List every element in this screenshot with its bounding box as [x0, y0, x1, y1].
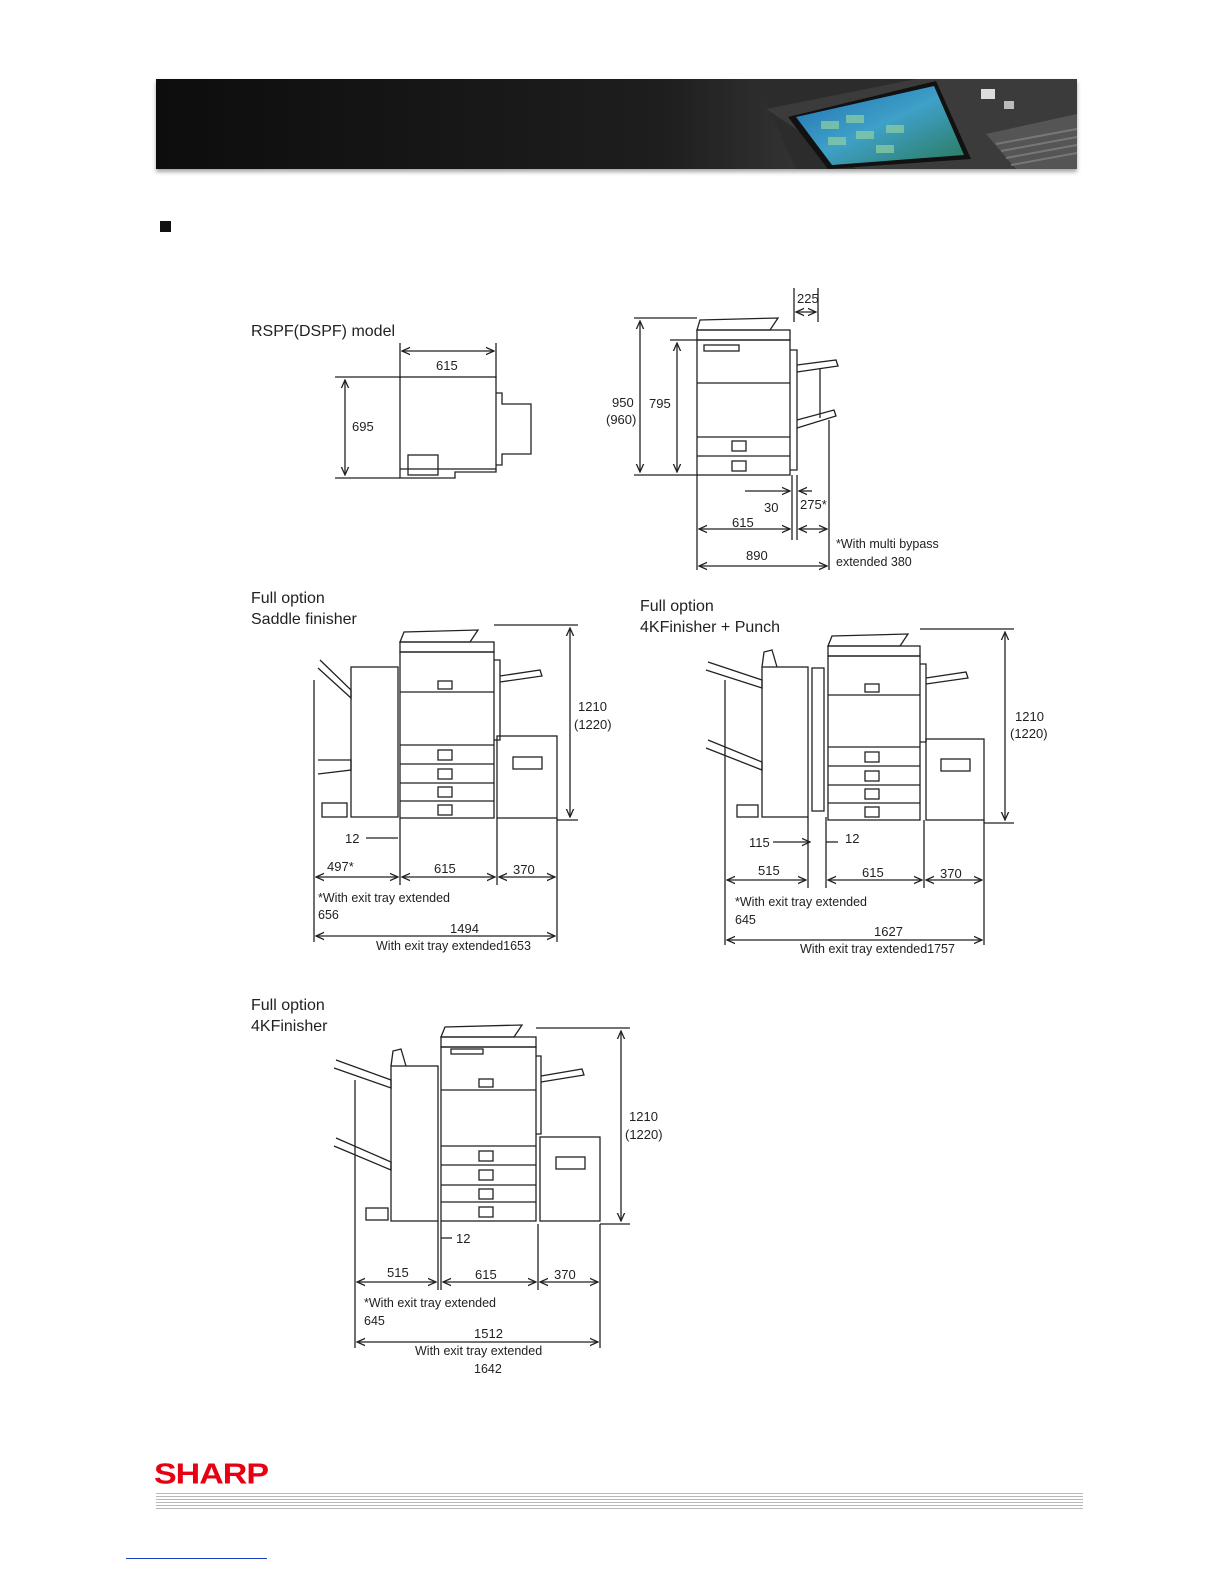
saddle-finisher-width: 497*	[327, 859, 354, 874]
fourk-title-1: Full option	[251, 997, 325, 1014]
punch-body-width: 615	[862, 865, 884, 880]
punch-gap: 12	[845, 831, 860, 846]
fourk-gap: 12	[456, 1231, 471, 1246]
rspf-height-total-alt: (960)	[606, 412, 637, 427]
fourk-side-width: 370	[554, 1267, 576, 1282]
punch-height: 1210	[1015, 709, 1044, 724]
fourk-title-2: 4KFinisher	[251, 1018, 328, 1035]
rspf-depth: 695	[352, 419, 374, 434]
rspf-note-2: extended 380	[836, 555, 912, 569]
fourk-note-2: 645	[364, 1314, 385, 1328]
saddle-total-ext: With exit tray extended1653	[376, 939, 531, 953]
punch-finisher-width: 515	[758, 863, 780, 878]
saddle-side-width: 370	[513, 862, 535, 877]
saddle-note-1: *With exit tray extended	[318, 891, 451, 905]
punch-finisher-view	[640, 598, 1048, 956]
rspf-width: 615	[436, 358, 458, 373]
sharp-logo: SHARP	[154, 1458, 269, 1491]
saddle-title-2: Saddle finisher	[251, 611, 357, 628]
punch-note-1: *With exit tray extended	[735, 895, 868, 909]
fourk-total-ext-1: With exit tray extended	[415, 1344, 543, 1358]
fourk-total: 1512	[474, 1326, 503, 1341]
fourk-total-ext-2: 1642	[474, 1362, 502, 1376]
punch-punch-width: 115	[749, 835, 770, 850]
footer-rule	[156, 1493, 1083, 1509]
rspf-base-width: 615	[732, 515, 754, 530]
rspf-note-1: *With multi bypass	[836, 537, 939, 551]
saddle-gap: 12	[345, 831, 360, 846]
fourk-note-1: *With exit tray extended	[364, 1296, 497, 1310]
rspf-total-width: 890	[746, 548, 768, 563]
fourk-height: 1210	[629, 1109, 658, 1124]
rspf-bypass: 275*	[800, 497, 827, 512]
saddle-height-alt: (1220)	[574, 717, 612, 732]
rspf-front-view	[606, 288, 939, 570]
saddle-body-width: 615	[434, 861, 456, 876]
fourk-body-width: 615	[475, 1267, 497, 1282]
fourk-height-alt: (1220)	[625, 1127, 663, 1142]
saddle-title-1: Full option	[251, 590, 325, 607]
rspf-top-view	[251, 323, 531, 478]
rspf-height-total: 950	[612, 395, 634, 410]
punch-total: 1627	[874, 924, 903, 939]
rspf-gap: 30	[764, 500, 779, 515]
saddle-finisher-view	[251, 590, 612, 953]
rspf-title: RSPF(DSPF) model	[251, 323, 396, 340]
rspf-tray-top: 225	[797, 291, 819, 306]
saddle-note-2: 656	[318, 908, 339, 922]
punch-height-alt: (1220)	[1010, 726, 1048, 741]
saddle-height: 1210	[578, 699, 607, 714]
punch-title-1: Full option	[640, 598, 714, 615]
rspf-height-body: 795	[649, 396, 671, 411]
fourk-finisher-view	[251, 997, 663, 1376]
punch-title-2: 4KFinisher + Punch	[640, 619, 781, 636]
footer-link-underline[interactable]	[126, 1558, 267, 1559]
punch-side-width: 370	[940, 866, 962, 881]
punch-note-2: 645	[735, 913, 756, 927]
saddle-total: 1494	[450, 921, 479, 936]
punch-total-ext: With exit tray extended1757	[800, 942, 955, 956]
fourk-finisher-width: 515	[387, 1265, 409, 1280]
